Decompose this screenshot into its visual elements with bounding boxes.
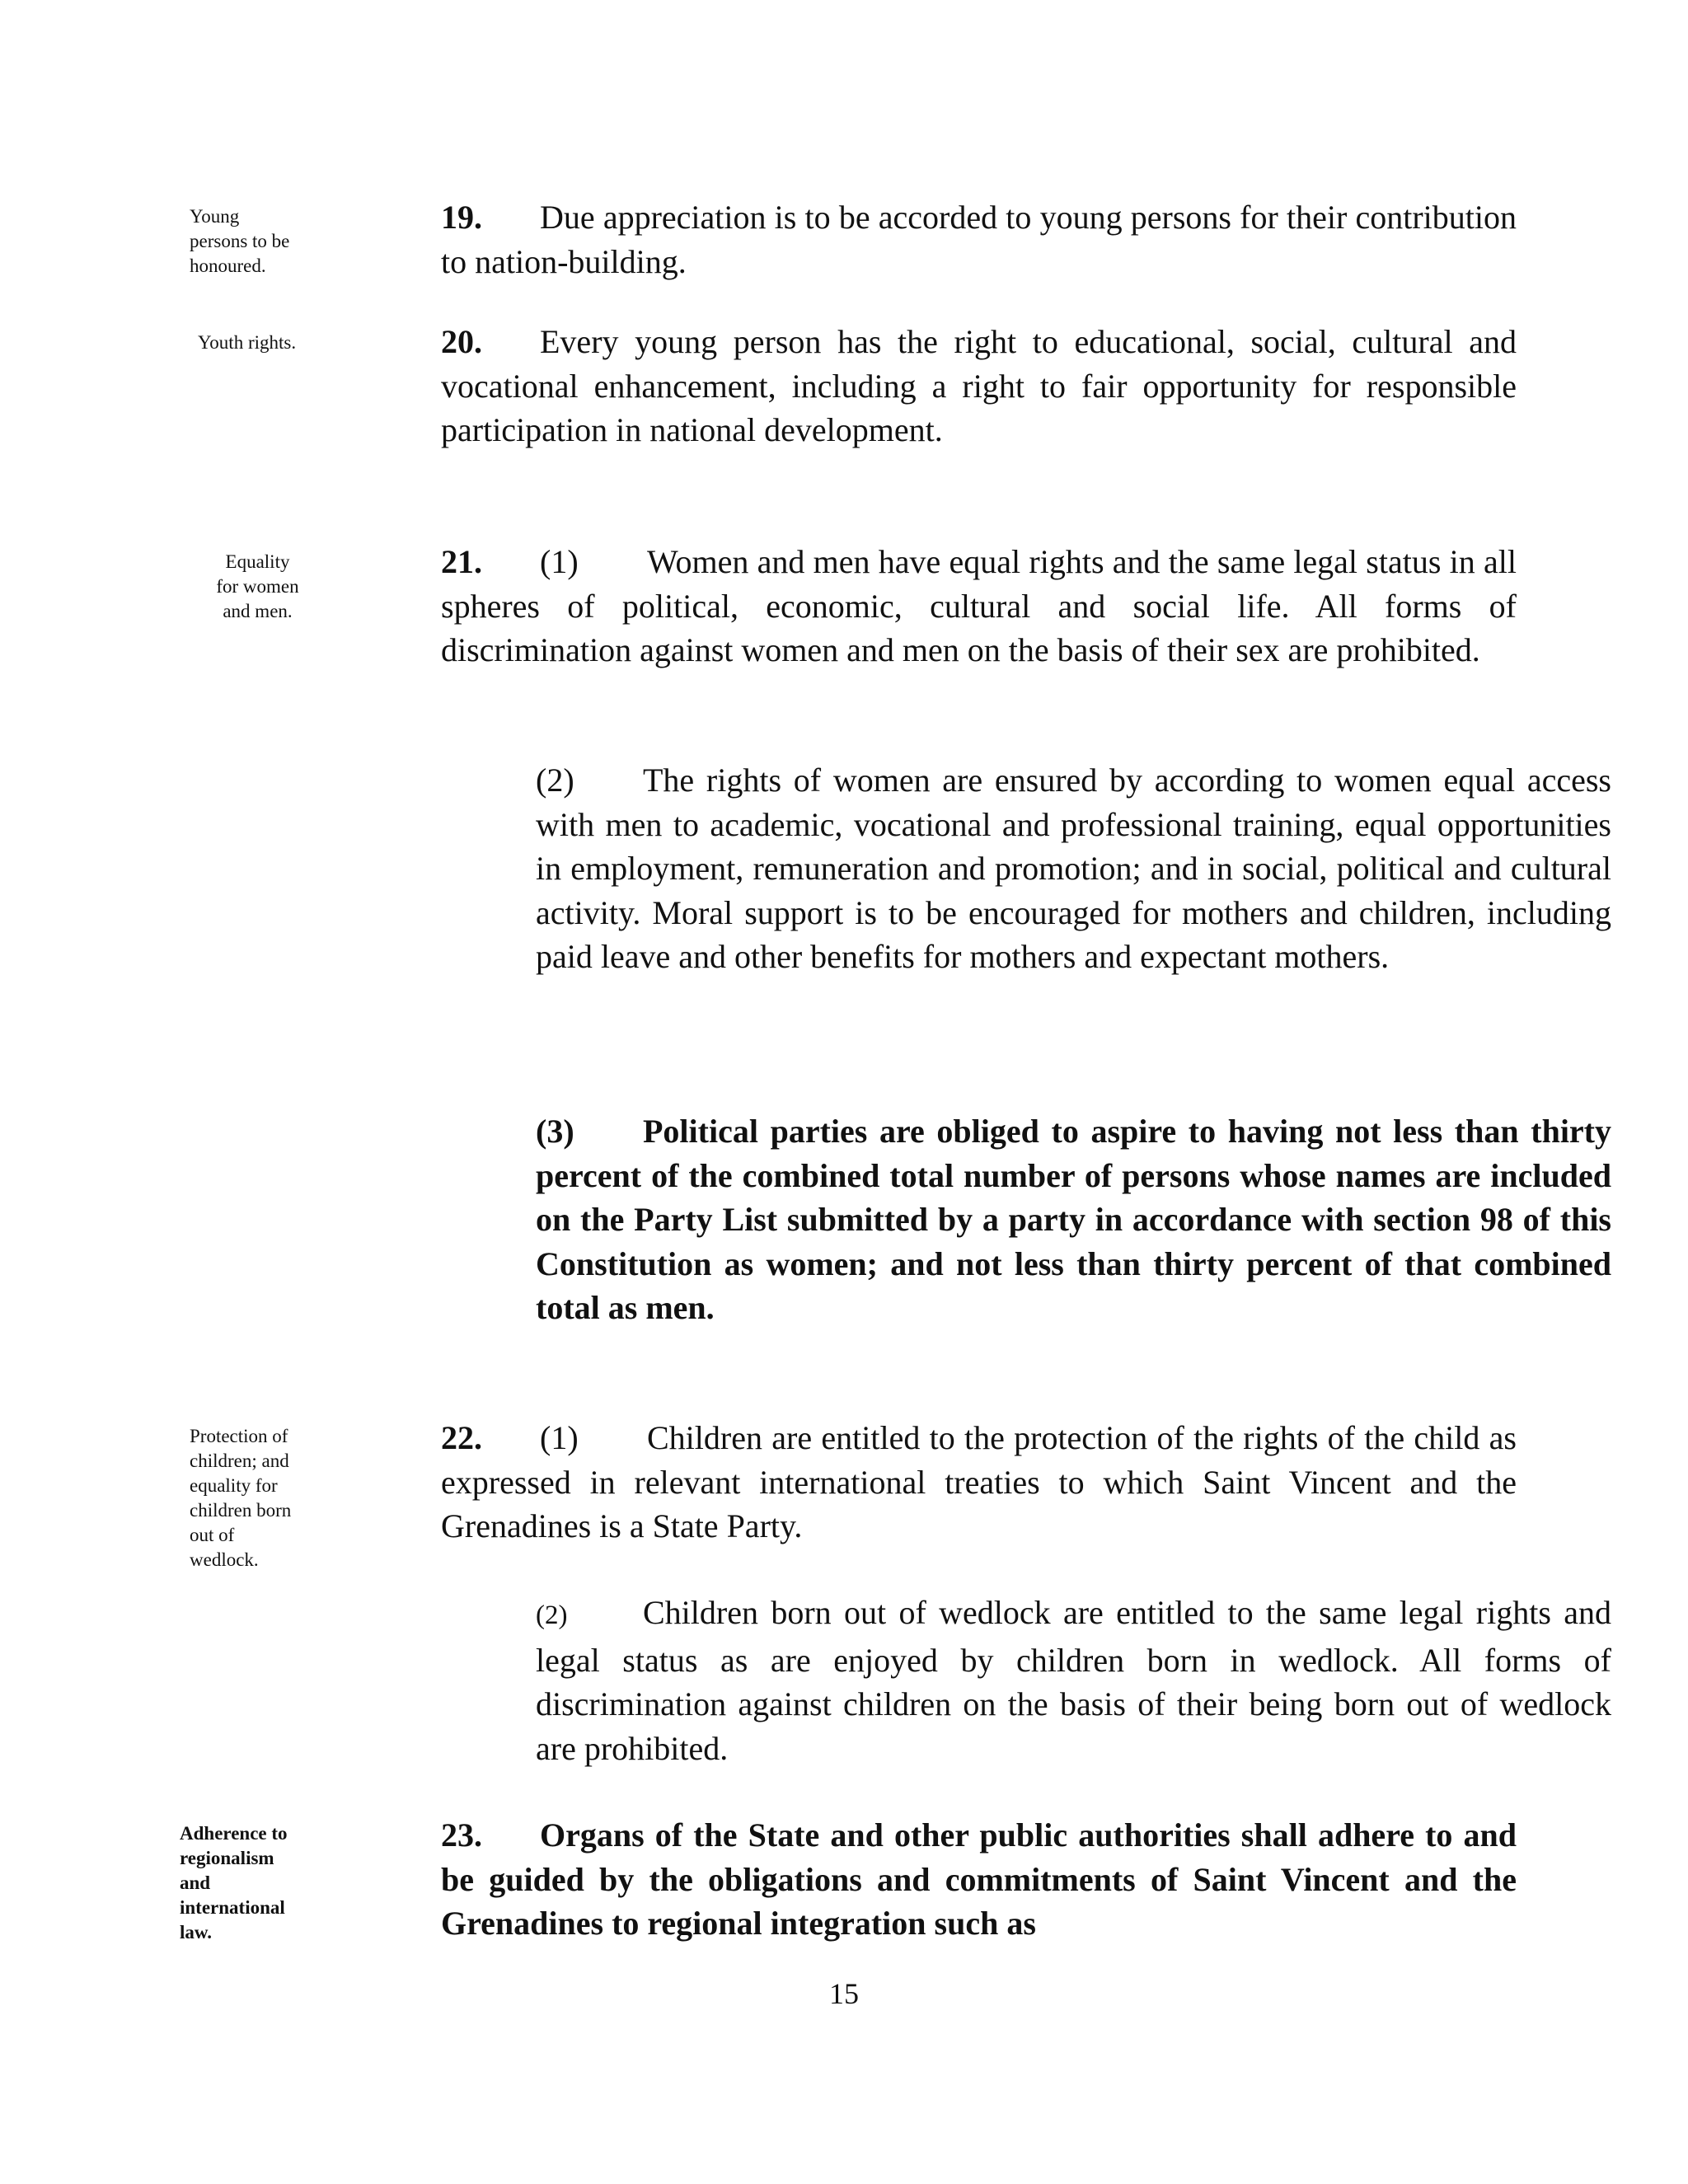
section-19-paragraph xyxy=(342,195,1517,284)
margin-note-line: and xyxy=(180,1872,211,1893)
margin-note-line: Youth rights. xyxy=(198,332,297,353)
margin-note-line: out of xyxy=(190,1525,235,1545)
margin-note-young-persons xyxy=(190,204,313,279)
margin-note-line: persons to be xyxy=(190,231,290,251)
section-22-sub2-text: Children born out of wedlock are entitled to the same legal rights and legal status as are enjoyed by children born in wedlock. All forms of discrimination against children on the basis of their being born out of wedlock are prohibited. xyxy=(536,1594,1611,1767)
section-22-sub2-number: (2) xyxy=(536,1601,568,1630)
margin-note-line: Equality xyxy=(225,551,290,572)
margin-note-line: law. xyxy=(180,1922,212,1943)
section-22-sub1-text: Children are entitled to the protection of the rights of the child as expressed in relevant international treaties to which Saint Vincent and the Grenadines is a State Party. xyxy=(441,1419,1517,1544)
section-21-sub1-number: (1) xyxy=(540,543,579,580)
section-21-number: 21. xyxy=(441,543,482,580)
margin-note-line: children; and xyxy=(190,1451,289,1471)
margin-note-line: honoured. xyxy=(190,255,266,276)
margin-note-line: for women xyxy=(216,576,299,597)
section-21-sub1-text: Women and men have equal rights and the same legal status in all spheres of political, economic, cultural and social life. All forms of discrimination against women and men on the basis of their sex are prohibited. xyxy=(441,543,1517,668)
section-21-sub3-number: (3) xyxy=(536,1113,574,1150)
margin-note-line: Adherence to xyxy=(180,1823,288,1844)
section-19-text: Due appreciation is to be accorded to young persons for their contribution to nation-building. xyxy=(441,199,1517,280)
page-number: 15 xyxy=(829,1977,859,2010)
section-22-2-paragraph xyxy=(342,1591,1611,1770)
section-21-3-paragraph xyxy=(342,1109,1611,1330)
margin-note-protection-children xyxy=(190,1424,321,1572)
section-23-text: Organs of the State and other public authorities shall adhere to and be guided by the obligations and commitments of Saint Vincent and the Grenadines to regional integration such as xyxy=(441,1816,1517,1942)
section-21-sub3-text: Political parties are obliged to aspire to having not less than thirty percent of the combined total number of persons whose names are included on the Party List submitted by a party in accordance with section 98 of this Constitution as women; and not less than thirty percent of that combined total as men. xyxy=(536,1113,1611,1326)
margin-note-adherence xyxy=(180,1821,320,1945)
section-19-number: 19. xyxy=(441,199,482,236)
section-21-1-paragraph xyxy=(342,540,1517,673)
section-23-paragraph xyxy=(342,1813,1517,1946)
section-20-paragraph xyxy=(342,320,1517,452)
margin-note-line: Young xyxy=(190,206,240,227)
margin-note-line: equality for xyxy=(190,1475,278,1496)
section-21-sub2-number: (2) xyxy=(536,762,574,799)
section-21-2-paragraph xyxy=(342,758,1611,979)
margin-note-line: Protection of xyxy=(190,1426,288,1446)
margin-note-line: international xyxy=(180,1897,285,1918)
margin-note-line: children born xyxy=(190,1500,292,1521)
section-20-number: 20. xyxy=(441,323,482,360)
section-20-text: Every young person has the right to educational, social, cultural and vocational enhancement, including a right to fair opportunity for responsible participation in national development. xyxy=(441,323,1517,448)
section-22-number: 22. xyxy=(441,1419,482,1456)
section-22-sub1-number: (1) xyxy=(540,1419,579,1456)
margin-note-equality xyxy=(202,550,313,624)
section-21-sub2-text: The rights of women are ensured by according to women equal access with men to academic, vocational and professional training, equal opportunities in employment, remuneration and promotion; and in social, political and cultural activity. Moral support is to be encouraged for mothers and children, including paid leave and other benefits for mothers and expectant mothers. xyxy=(536,762,1611,975)
margin-note-youth-rights xyxy=(198,330,330,355)
margin-note-line: and men. xyxy=(223,601,293,621)
section-22-1-paragraph xyxy=(342,1416,1517,1549)
section-23-number: 23. xyxy=(441,1816,482,1854)
margin-note-line: wedlock. xyxy=(190,1549,259,1570)
margin-note-line: regionalism xyxy=(180,1848,274,1868)
